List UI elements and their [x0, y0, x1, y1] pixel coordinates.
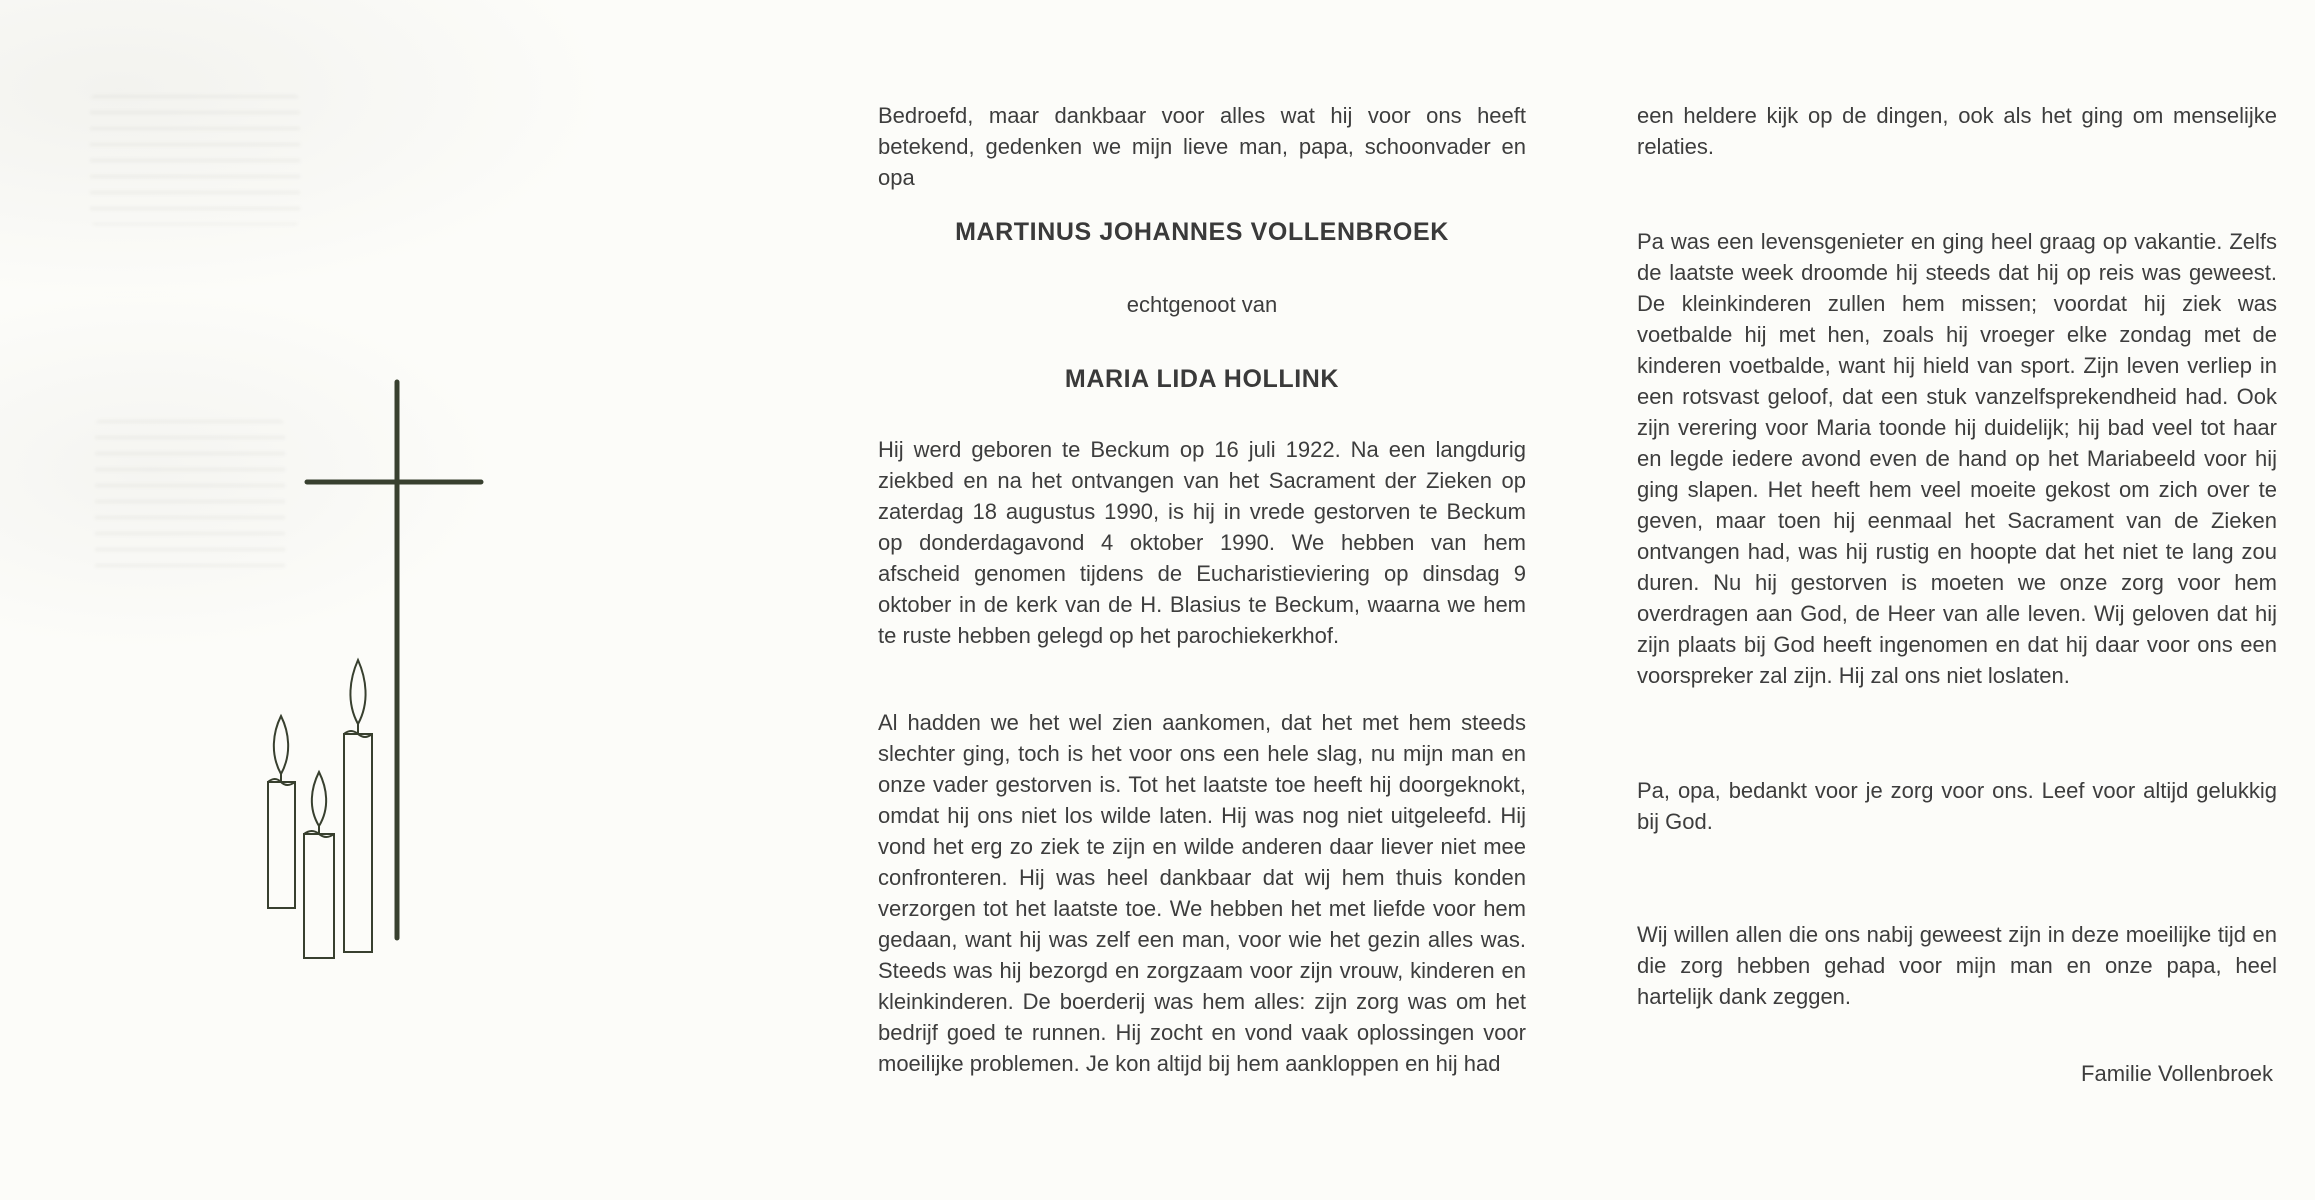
cross-and-candles-icon [260, 378, 600, 970]
family-signature: Familie Vollenbroek [2081, 1061, 2273, 1086]
deceased-name: MARTINUS JOHANNES VOLLENBROEK [955, 218, 1449, 246]
biography-paragraph: Hij werd geboren te Beckum op 16 juli 1922. Na een langdurig ziekbed en na het ontvangen van het Sacrament der Zieken op zaterdag 18 augustus 1990, is hij in vrede gestorven te Beckum op donderdagavond 4 oktober 1990. We hebben van hem afscheid genomen tijdens de Eucharistieviering op dinsdag 9 oktober in de kerk van de H. Blasius te Beckum, waarna we hem te ruste hebben gelegd op het parochiekerkhof. [878, 437, 1526, 648]
memories-paragraph: Pa was een levensgenieter en ging heel graag op vakantie. Zelfs de laatste week droomde hij steeds dat hij op reis was geweest. De kleinkinderen zullen hem missen; voordat hij ziek was voetbalde hij met hen, zoals hij vroeger elke zondag met de kinderen voetbalde, want hij hield van sport. Zijn leven verliep in een rotsvast geloof, dat een stuk vanzelfsprekendheid had. Ook zijn verering voor Maria toonde hij duidelijk; hij bad veel tot haar en legde iedere avond even de hand op het Mariabeeld voor hij ging slapen. Het heeft hem veel moeite gekost om zich over te geven, maar toen hij eenmaal het Sacrament van de Zieken ontvangen had, was hij rustig en hoopte dat het niet te lang zou duren. Nu hij gestorven is moeten we onze zorg voor hem overdragen aan God, de Heer van alle leven. Wij geloven dat hij zijn plaats bij God heeft ingenomen en dat hij daar voor ons een voorspreker zal zijn. Hij zal ons niet loslaten. [1637, 229, 2277, 688]
artwork-panel [260, 378, 600, 970]
continuation-paragraph: een heldere kijk op de dingen, ook als het ging om menselijke relaties. [1637, 103, 2277, 159]
tribute-paragraph: Al hadden we het wel zien aankomen, dat het met hem steeds slechter ging, toch is het voor ons een hele slag, nu mijn man en onze vader gestorven is. Tot het laatste toe heeft hij doorgeknokt, omdat hij ons niet los wilde laten. Hij was nog niet uitgeleefd. Hij vond het erg zo ziek te zijn en wilde anderen daar liever niet mee confronteren. Hij was heel dankbaar dat wij hem thuis konden verzorgen tot het laatste toe. We hebben het met liefde voor hem gedaan, want hij was zelf een man, voor wie het gezin alles was. Steeds was hij bezorgd en zorgzaam voor zijn vrouw, kinderen en kleinkinderen. De boerderij was hem alles: zijn zorg was om het bedrijf goed te runnen. Hij zocht en vond vaak oplossingen voor moeilijke problemen. Je kon altijd bij hem aankloppen en hij had [878, 710, 1526, 1076]
spouse-name: MARIA LIDA HOLLINK [1064, 365, 1340, 393]
farewell-paragraph: Pa, opa, bedankt voor je zorg voor ons. Leef voor altijd gelukkig bij God. [1637, 778, 2277, 834]
relation-text: echtgenoot van [1126, 292, 1278, 317]
intro-text: Bedroefd, maar dankbaar voor alles wat hij voor ons heeft betekend, gedenken we mijn lieve man, papa, schoonvader en opa [878, 103, 1526, 190]
scan-smudge [95, 420, 285, 570]
text-panel-right [1637, 100, 2277, 1089]
text-panel-middle [878, 100, 1526, 1079]
thanks-paragraph: Wij willen allen die ons nabij geweest zijn in deze moeilijke tijd en die zorg hebben gehad voor mijn man en onze papa, heel hartelijk dank zeggen. [1637, 922, 2277, 1009]
scan-smudge [90, 95, 300, 225]
